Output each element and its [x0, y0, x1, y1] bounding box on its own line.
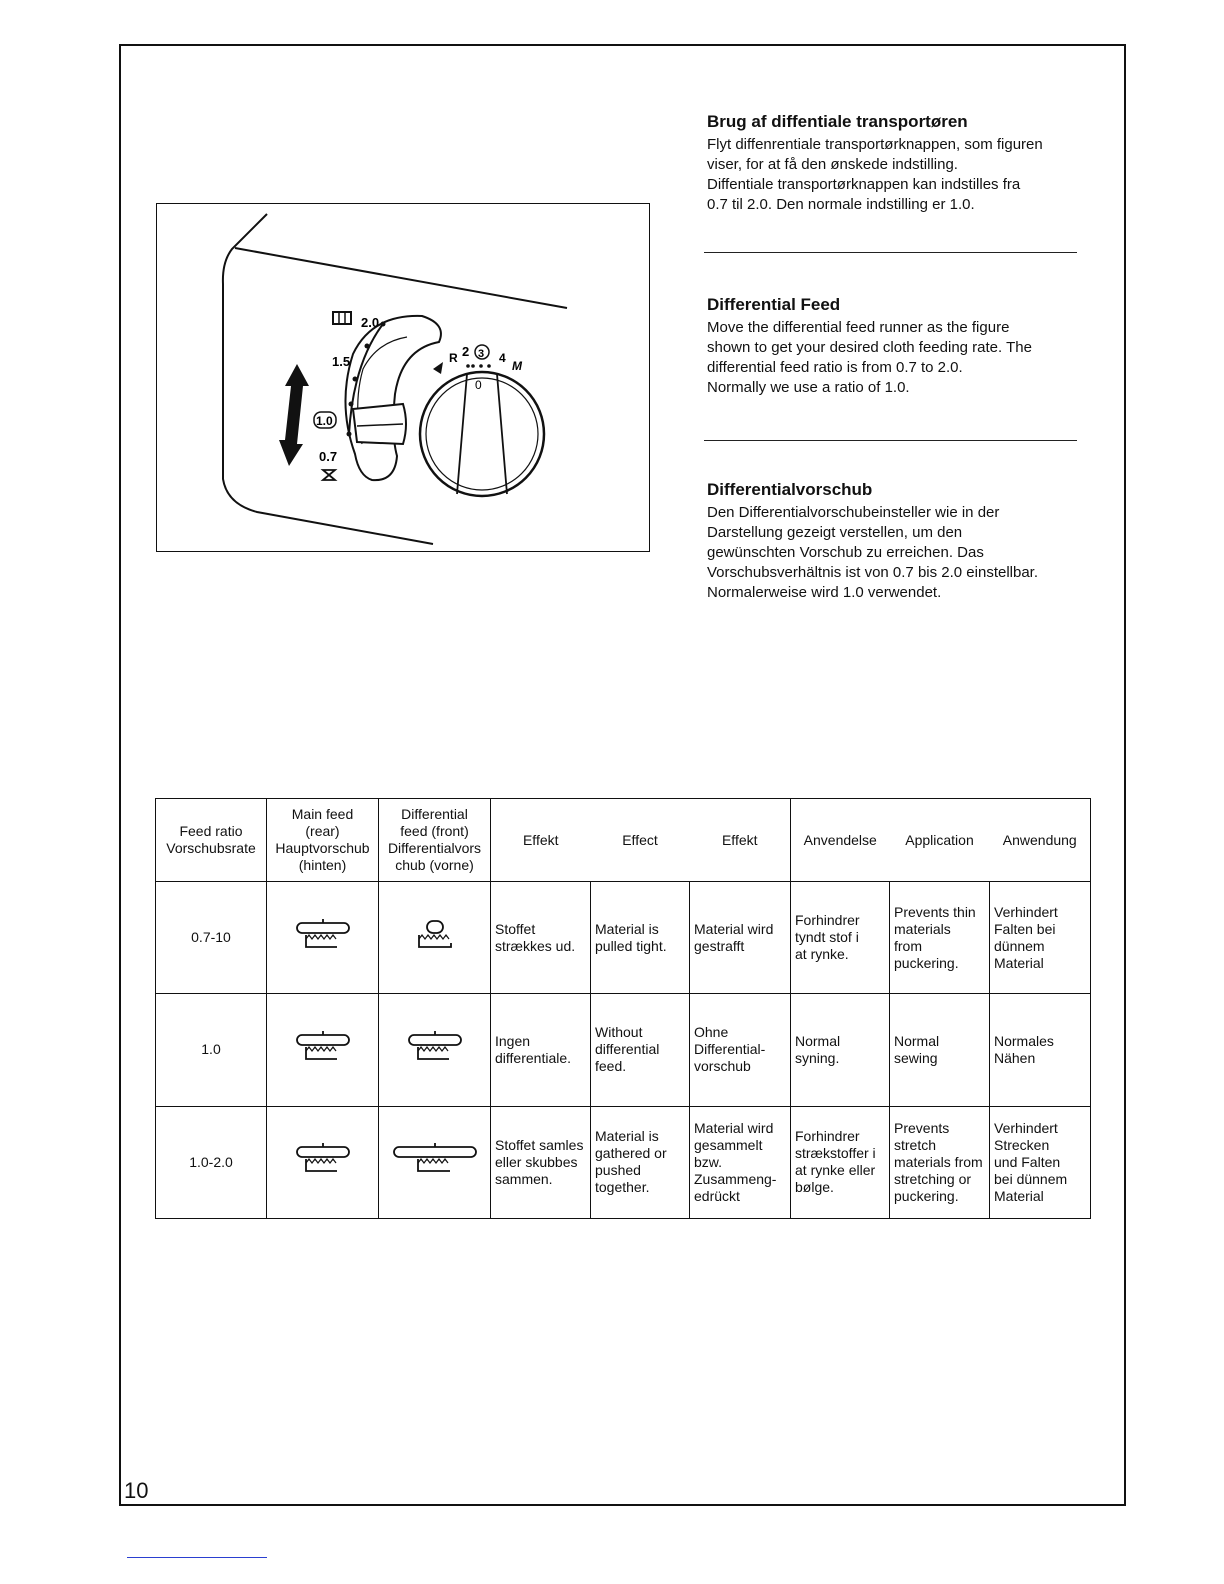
diff-feed-symbol	[379, 882, 491, 994]
cell-anwendung: Verhindert Falten bei dünnem Material	[990, 882, 1091, 994]
scale-label-2-0: 2.0	[361, 315, 380, 330]
foot-normal-icon	[405, 1031, 465, 1065]
differential-feed-figure	[156, 203, 650, 552]
ratio-cell: 0.7-10	[156, 882, 267, 994]
dial-label-r: R	[449, 351, 458, 365]
cell-anwendung: Normales Nähen	[990, 994, 1091, 1106]
double-arrow-icon	[279, 364, 309, 466]
dial-illustration	[157, 204, 651, 553]
header-effekt-de: Effekt	[690, 799, 791, 882]
header-main-feed: Main feed (rear) Hauptvorschub (hinten)	[267, 799, 379, 882]
table-row	[156, 882, 1091, 994]
table-row	[156, 994, 1091, 1106]
section-title: Differential Feed	[707, 295, 841, 314]
cell-application: Normal sewing	[890, 994, 990, 1106]
diff-feed-symbol	[379, 994, 491, 1106]
stitch-length-dial[interactable]	[420, 372, 544, 496]
main-feed-symbol	[267, 882, 379, 994]
cell-effect-en: Material is pulled tight.	[591, 882, 690, 994]
presser-foot-icon	[433, 362, 443, 374]
cell-anvendelse: Forhindrer tyndt stof i at rynke.	[791, 882, 890, 994]
page-number: 10	[124, 1478, 149, 1503]
header-application: Application	[890, 799, 990, 882]
cell-effekt-da: Ingen differentiale.	[491, 994, 591, 1106]
section-title: Differentialvorschub	[707, 480, 873, 499]
foot-normal-icon	[293, 1031, 353, 1065]
section-german	[707, 480, 1079, 603]
scale-label-1-0: 1.0	[316, 414, 333, 428]
main-feed-symbol	[267, 1106, 379, 1218]
cell-effect-en: Material is gathered or pushed together.	[591, 1106, 690, 1218]
ratio-cell: 1.0-2.0	[156, 1106, 267, 1218]
header-effect-en: Effect	[591, 799, 690, 882]
ratio-cell: 1.0	[156, 994, 267, 1106]
cell-effekt-de: Material wird gestrafft	[690, 882, 791, 994]
dial-label-4: 4	[499, 351, 506, 365]
table-header-row	[156, 799, 1091, 882]
cell-application: Prevents stretch materials from stretching or puckering.	[890, 1106, 990, 1218]
header-differential-feed: Differential feed (front) Differentialvors chub (vorne)	[379, 799, 491, 882]
section-body: Flyt diffenrentiale transportørknappen, som figuren viser, for at få den ønskede indstilling. Diffentiale transportørknappen kan indstilles fra 0.7 til 2.0. Den normale indstilling er 1.0.	[707, 136, 1043, 213]
stretch-icon	[323, 470, 335, 480]
cell-effect-en: Without differential feed.	[591, 994, 690, 1106]
section-title: Brug af diffentiale transportøren	[707, 112, 968, 131]
header-anvendelse: Anvendelse	[791, 799, 890, 882]
cell-anvendelse: Normal syning.	[791, 994, 890, 1106]
divider	[704, 252, 1077, 253]
cell-effekt-da: Stoffet strækkes ud.	[491, 882, 591, 994]
header-feed-ratio: Feed ratio Vorschubsrate	[156, 799, 267, 882]
main-feed-symbol	[267, 994, 379, 1106]
dial-label-0: 0	[475, 378, 482, 392]
foot-long-icon	[390, 1143, 480, 1177]
cell-effekt-da: Stoffet samles eller skubbes sammen.	[491, 1106, 591, 1218]
scale-label-1-5: 1.5	[332, 354, 351, 369]
header-effekt-da: Effekt	[491, 799, 591, 882]
gather-icon	[333, 312, 351, 324]
foot-short-icon	[405, 919, 465, 953]
dial-label-2: 2	[462, 344, 470, 359]
cell-anwendung: Verhindert Strecken und Falten bei dünnem Material	[990, 1106, 1091, 1218]
table-row	[156, 1106, 1091, 1218]
scale-label-0-7: 0.7	[319, 449, 338, 464]
header-anwendung: Anwendung	[990, 799, 1091, 882]
cell-effekt-de: Material wird gesammelt bzw. Zusammeng- edrückt	[690, 1106, 791, 1218]
cell-application: Prevents thin materials from puckering.	[890, 882, 990, 994]
section-body: Den Differentialvorschubeinsteller wie in der Darstellung gezeigt verstellen, um den gewünschten Vorschub zu erreichen. Das Vorschubsverhältnis ist von 0.7 bis 2.0 einstellbar. Normalerweise wird 1.0 verwendet.	[707, 504, 1039, 601]
section-english	[707, 295, 1079, 398]
cell-effekt-de: Ohne Differential- vorschub	[690, 994, 791, 1106]
section-body: Move the differential feed runner as the figure shown to get your desired cloth feeding rate. The differential feed ratio is from 0.7 to 2.0. Normally we use a ratio of 1.0.	[707, 319, 1032, 396]
dial-label-m: M	[512, 359, 522, 373]
cell-anvendelse: Forhindrer strækstoffer i at rynke eller bølge.	[791, 1106, 890, 1218]
section-danish	[707, 112, 1079, 215]
diff-feed-symbol	[379, 1106, 491, 1218]
footer-underline	[127, 1557, 267, 1558]
foot-normal-icon	[293, 919, 353, 953]
feed-ratio-table	[155, 798, 1091, 1219]
foot-normal-icon	[293, 1143, 353, 1177]
divider	[704, 440, 1077, 441]
dial-label-3: 3	[478, 348, 485, 360]
